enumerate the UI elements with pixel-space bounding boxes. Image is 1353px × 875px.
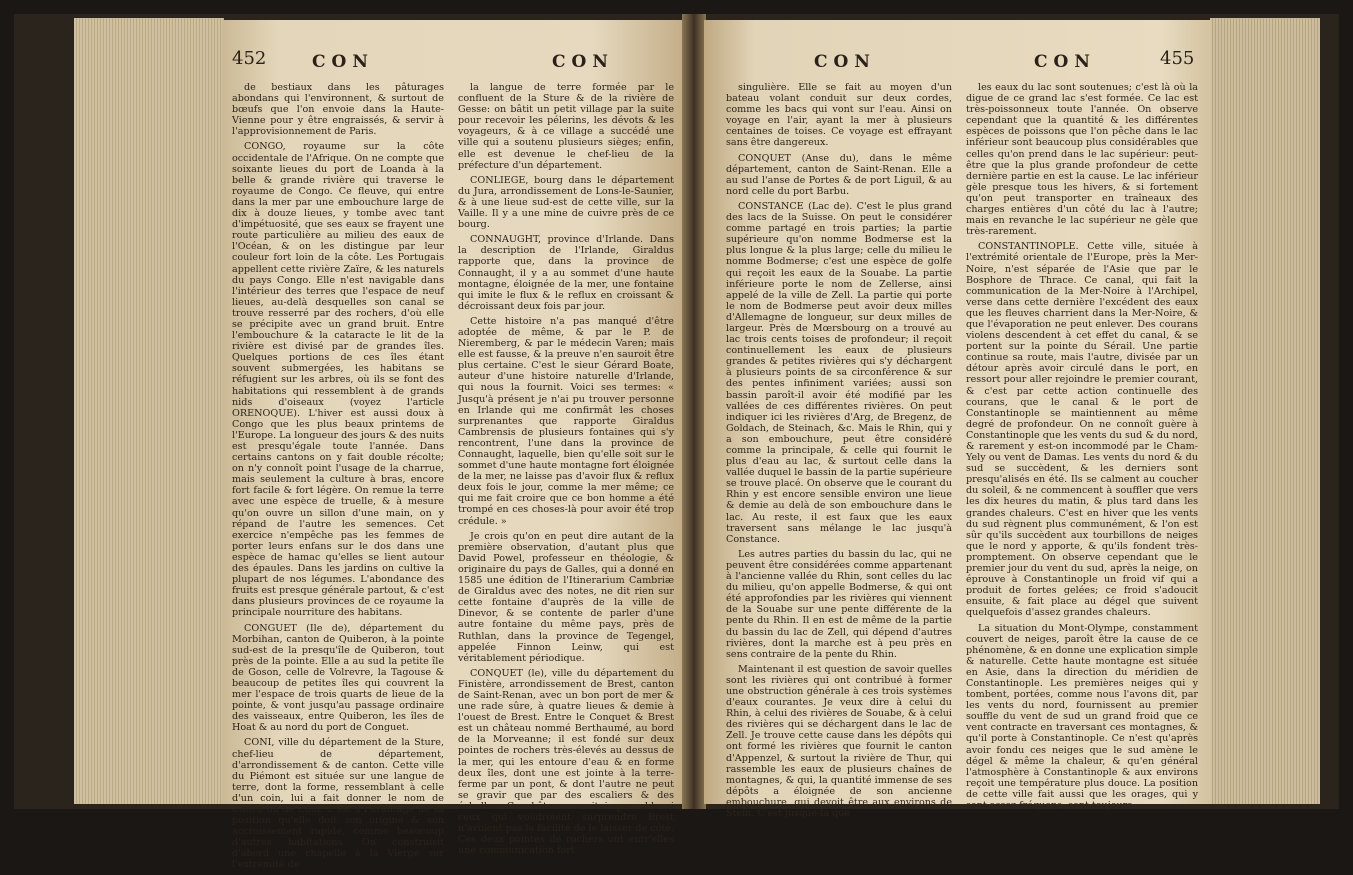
right-page-number: 455 xyxy=(1160,48,1195,69)
right-running-head-2: CON xyxy=(1034,52,1096,72)
page-stack-right xyxy=(1210,18,1320,804)
right-column-2 xyxy=(966,82,1198,815)
right-page xyxy=(704,20,1212,819)
paragraph: CONSTANTINOPLE. Cette ville, située à l'extrémité orientale de l'Europe, près la Mer-Noire, n'est séparée de l'Asie que par le Bosphore de Thrace. Ce canal, qui fait la communication de la Mer-Noire à l'Archipel, verse dans cette dernière l'excédent des eaux que les fleuves charrient dans la Mer-Noire, & que l'évaporation ne peut enlever. Des courans violens descendent à cet effet du canal, & se portent sur la pointe du Sérail. Une partie continue sa route, mais l'autre, divisée par un détour après avoir circulé dans le port, en ressort pour aller rejoindre le premier courant, & c'est par cette action continuelle des courans, que le canal & le port de Constantinople se maintiennent au même degré de profondeur. On ne connoît guère à Constantinople que les vents du sud & du nord, & rarement y est-on incommodé par le Cham-Yely ou vent de Damas. Les vents du nord & du sud se succèdent, & les derniers sont presqu'alisés en été. Ils se calment au coucher du soleil, & ne commencent à souffler que vers les dix heures du matin, & plus tard dans les grandes chaleurs. C'est en hiver que les vents du sud règnent plus communément, & l'on est sûr qu'ils succèdent aux tourbillons de neiges que le nord y apporte, & qu'ils fondent très-promptement. On observe cependant que le premier jour du vent du sud, après la neige, on éprouve à Constantinople un froid vif qui a produit de fortes gelées; ce froid s'adoucit ensuite, & fait place au dégel que suivent quelquefois d'assez grandes chaleurs. xyxy=(966,241,1199,619)
paragraph: La situation du Mont-Olympe, constamment couvert de neiges, paroît être la cause de ce phénomène, & en donne une explication simple & naturelle. Cette haute montagne est située en Asie, dans la direction du méridien de Constantinople. Les premières neiges qui y tombent, portées, comme nous l'avons dit, par les vents du nord, fournissent au premier souffle du vent de sud un grand froid que ce vent contracte en traversant ces montagnes, & qu'il porte à Constantinople. Ce n'est qu'après avoir fondu ces neiges que le sud amène le dégel & même la chaleur, & qu'en général l'atmosphère à Constantinople & aux environs reçoit une température plus douce. La position de cette ville fait aussi que les orages, qui y sont assez fréquens, sont toujours xyxy=(966,622,1198,811)
paragraph: CONGUET (Ile de), département du Morbihan, canton de Quiberon, à la pointe sud-est de la presqu'île de Quiberon, tout près de la pointe. Elle a au sud la petite île de Goson, celle de Volrevre, la Tagouse & beaucoup de petites îles qui couvrent la mer l'espace de trois quarts de lieue de la pointe, & vont jusqu'au passage ordinaire des vaisseaux, entre Quiberon, les îles de Hoat & au nord du port de Conguet. xyxy=(232,622,444,734)
page-stack-left xyxy=(74,18,224,804)
paragraph: CONLIEGE, bourg dans le département du Jura, arrondissement de Lons-le-Saunier, & à une lieue sud-est de cette ville, sur la Vaille. Il y a une mine de cuivre près de ce bourg. xyxy=(458,174,674,231)
paragraph: Je crois qu'on en peut dire autant de la première observation, d'autant plus que David Powel, professeur en théologie, & originaire du pays de Galles, qui a donné en 1585 une édition de l'Itinerarium Cambriæ de Giraldus avec des notes, ne dit rien sur cette fontaine d'auprès de la ville de Dinevor, & se contente de parler d'une autre fontaine du même pays, près de Ruthlan, dans la province de Tegengel, appelée Finnon Leinw, qui est véritablement périodique. xyxy=(458,530,674,664)
open-book xyxy=(14,14,1339,871)
paragraph: Les autres parties du bassin du lac, qui ne peuvent être considérées comme appartenant à l'ancienne vallée du Rhin, sont celles du lac du milieu, qu'on appelle Bodmerse, & qui ont été approfondies par les rivières qui viennent de la Souabe sur une pente différente de la pente du Rhin. Il en est de même de la partie du bassin du lac de Zell, qui dépend d'autres rivières, dont la marche est à peu près en sens contraire de la pente du Rhin. xyxy=(726,548,952,660)
book-gutter xyxy=(682,14,706,809)
left-running-head-1: CON xyxy=(312,52,374,72)
paragraph: de bestiaux dans les pâturages abondans qui l'environnent, & surtout de bœufs que l'on envoie dans la Haute-Vienne pour y être engraissés, & servir à l'approvisionnement de Paris. xyxy=(232,82,444,138)
paragraph: CONNAUGHT, province d'Irlande. Dans la description de l'Irlande, Giraldus rapporte que, dans la province de Connaught, il y a au sommet d'une haute montagne, éloignée de la mer, une fontaine qui imite le flux & le reflux en croissant & décroissant deux fois par jour. xyxy=(458,234,674,312)
left-page xyxy=(222,20,684,871)
paragraph: singulière. Elle se fait au moyen d'un bateau volant conduit sur deux cordes, comme les bacs qui vont sur l'eau. Ainsi on voyage en l'air, ayant la mer à plusieurs centaines de toises. Ce voyage est effrayant sans être dangereux. xyxy=(726,82,952,149)
paragraph: CONGO, royaume sur la côte occidentale de l'Afrique. On ne compte que soixante lieues du port de Loanda à la belle & grande rivière qui traverse le royaume de Congo. Ce fleuve, qui entre dans la mer par une embouchure large de dix à douze lieues, y tombe avec tant d'impétuosité, que ses eaux se frayent une route particulière au milieu des eaux de l'Océan, & on les distingue par leur couleur fort loin de la côte. Les Portugais appellent cette rivière Zaïre, & les naturels du pays Congo. Elle n'est navigable dans l'intérieur des terres que l'espace de neuf lieues, au-delà desquelles son canal se trouve resserré par des rochers, d'où elle se précipite avec un grand bruit. Entre l'embouchure & la cataracte le lit de la rivière est divisé par de grandes îles. Quelques portions de ces îles étant souvent submergées, les habitans se réfugient sur les arbres, où ils se font des habitations qui ressemblent à de grands nids d'oiseaux (voyez l'article ORENOQUE). L'hiver est aussi doux à Congo que les plus beaux printems de l'Europe. La longueur des jours & des nuits est presqu'égale toute l'année. Dans certains cantons on y fait double récolte; on n'y connoît point l'usage de la charrue, mais seulement la culture à bras, encore fort facile & fort légère. On remue la terre avec une espèce de truelle, & à mesure qu'on ouvre un sillon d'une main, on y répand de l'autre les semences. Cet exercice n'empêche pas les femmes de porter leurs enfans sur le dos dans une espèce de hamac qu'elles se lient autour des épaules. Dans les jardins on cultive la plupart de nos légumes. L'abondance des fruits est presque générale partout, & c'est dans plusieurs provinces de ce royaume la principale nourriture des habitans. xyxy=(232,141,445,619)
paragraph: Cette histoire n'a pas manqué d'être adoptée de même, & par le P. de Nieremberg, & par le médecin Varen; mais elle est fausse, & la preuve n'en sauroit être plus certaine. C'est le sieur Gérard Boate, auteur d'une histoire naturelle d'Irlande, qui nous la fournit. Voici ses termes: « Jusqu'à présent je n'ai pu trouver personne en Irlande qui me confirmât les choses surprenantes que rapporte Giraldus Cambrensis de plusieurs fontaines qui s'y rencontrent, l'une dans la province de Connaught, laquelle, bien qu'elle soit sur le sommet d'une haute montagne fort éloignée de la mer, ne laisse pas d'avoir flux & reflux deux fois le jour, comme la mer même; ce qui me fait croire que ce bon homme a été trompé en ces choses-là pour avoir été trop crédule. » xyxy=(458,315,674,527)
right-running-head-1: CON xyxy=(814,52,876,72)
right-column-1 xyxy=(726,82,952,823)
left-running-head-2: CON xyxy=(552,52,614,72)
left-column-1 xyxy=(232,82,444,875)
left-page-number: 452 xyxy=(232,48,267,69)
paragraph: CONQUET (le), ville du département du Finistère, arrondissement de Brest, canton de Saint-Renan, avec un bon port de mer & une rade sûre, à quatre lieues & demie à l'ouest de Brest. Entre le Conquet & Brest est un château nommé Berthaumé, au bord de la Morveanne; il est fondé sur deux pointes de rochers très-élevés au dessus de la mer, qui les entoure d'eau & en forme deux îles, dont une est jointe à la terre-ferme par un pont, & dont l'autre ne peut se gravir que par des escaliers & des échelles. Ce château seroit imprenable si ceux qui voudroient surprendre Brest n'avoient pas la facilité de le laisser de côté. Ces deux pointes de rochers ont entr'elles une communication fort xyxy=(458,667,674,857)
paragraph: CONSTANCE (Lac de). C'est le plus grand des lacs de la Suisse. On peut le considérer comme partagé en trois parties; la partie supérieure qu'on nomme Bodmerse est la plus longue & la plus large; celle du milieu le nomme Bodmerse; c'est une espèce de golfe qui reçoit les eaux de la Souabe. La partie inférieure porte le nom de Zellerse, ainsi appelé de la ville de Zell. La partie qui porte le nom de Bodmerse peut avoir deux milles d'Allemagne de longueur, sur deux milles de largeur. Près de Mœrsbourg on a trouvé au lac trois cents toises de profondeur; il reçoit continuellement les eaux de plusieurs grandes & petites rivières qui s'y déchargent à plusieurs points de sa circonférence & sur des pentes infiniment variées; aussi son bassin paroît-il avoir été modifié par les vallées de ces différentes rivières. On peut indiquer ici les rivières d'Arg, de Bregenz, de Goldach, de Steinach, &c. Mais le Rhin, qui y a son embouchure, peut être considéré comme la principale, & celle qui fournit le plus d'eau au lac, & surtout celle dans la vallée duquel le bassin de la partie supérieure se trouve placé. On observe que le courant du Rhin y est encore sensible environ une lieue & demie au delà de son embouchure dans le lac. Au reste, il est faux que les eaux traversent sans mélange le lac jusqu'à Constance. xyxy=(726,200,952,545)
left-column-2 xyxy=(458,82,674,860)
paragraph: Maintenant il est question de savoir quelles sont les rivières qui ont contribué à former une obstruction générale à ces trois systèmes d'eaux courantes. Je veux dire à celui du Rhin, à celui des rivières de Souabe, & à celui des rivières qui se déchargent dans le lac de Zell. Je trouve cette cause dans les dépôts qui ont formé les rivières que fournit le canton d'Appenzel, & surtout la rivière de Thur, qui rassemble les eaux de plusieurs chaînes de montagnes, & qui, la quantité immense de ses dépôts a éloignée de son ancienne embouchure, qui devoit être aux environs de Stein. C'est jusque-là que xyxy=(726,663,952,819)
paragraph: les eaux du lac sont soutenues; c'est là où la digue de ce grand lac s'est formée. Ce lac est très-poissonneux toute l'année. On observe cependant que la quantité & les différentes espèces de poissons que l'on pêche dans le lac inférieur sont beaucoup plus considérables que celles qu'on prend dans le lac supérieur: peut-être que la plus grande profondeur de cette dernière partie en est la cause. Le lac inférieur gèle presque tous les hivers, & si fortement qu'on peut transporter en traîneaux des charges entières d'un côté du lac à l'autre; mais en revanche le lac supérieur ne gèle que très-rarement. xyxy=(966,82,1198,238)
paragraph: la langue de terre formée par le confluent de la Sture & de la rivière de Gesse: on bâtit un petit village par la suite pour recevoir les pélerins, les dévots & les voyageurs, & à ce village a succédé une ville qui a soutenu plusieurs sièges; enfin, elle est devenue le chef-lieu de la préfecture d'un département. xyxy=(458,82,674,171)
paragraph: CONI, ville du département de la Sture, chef-lieu de département, d'arrondissement & de canton. Cette ville du Piémont est située sur une langue de terre, dont la forme, ressemblant à celle d'un coin, lui a fait donner le nom de Cuneo ou de Coni. C'est à l'avantage de sa position qu'elle doit son origine & son accroissement rapide, comme beaucoup d'autres habitations. On construisit d'abord une chapelle à la Vierge sur l'extrémité de xyxy=(232,737,444,871)
paragraph: CONQUET (Anse du), dans le même département, canton de Saint-Renan. Elle a au sud l'anse de Portes & de port Liguil, & au nord celle du port Barbu. xyxy=(726,152,952,197)
